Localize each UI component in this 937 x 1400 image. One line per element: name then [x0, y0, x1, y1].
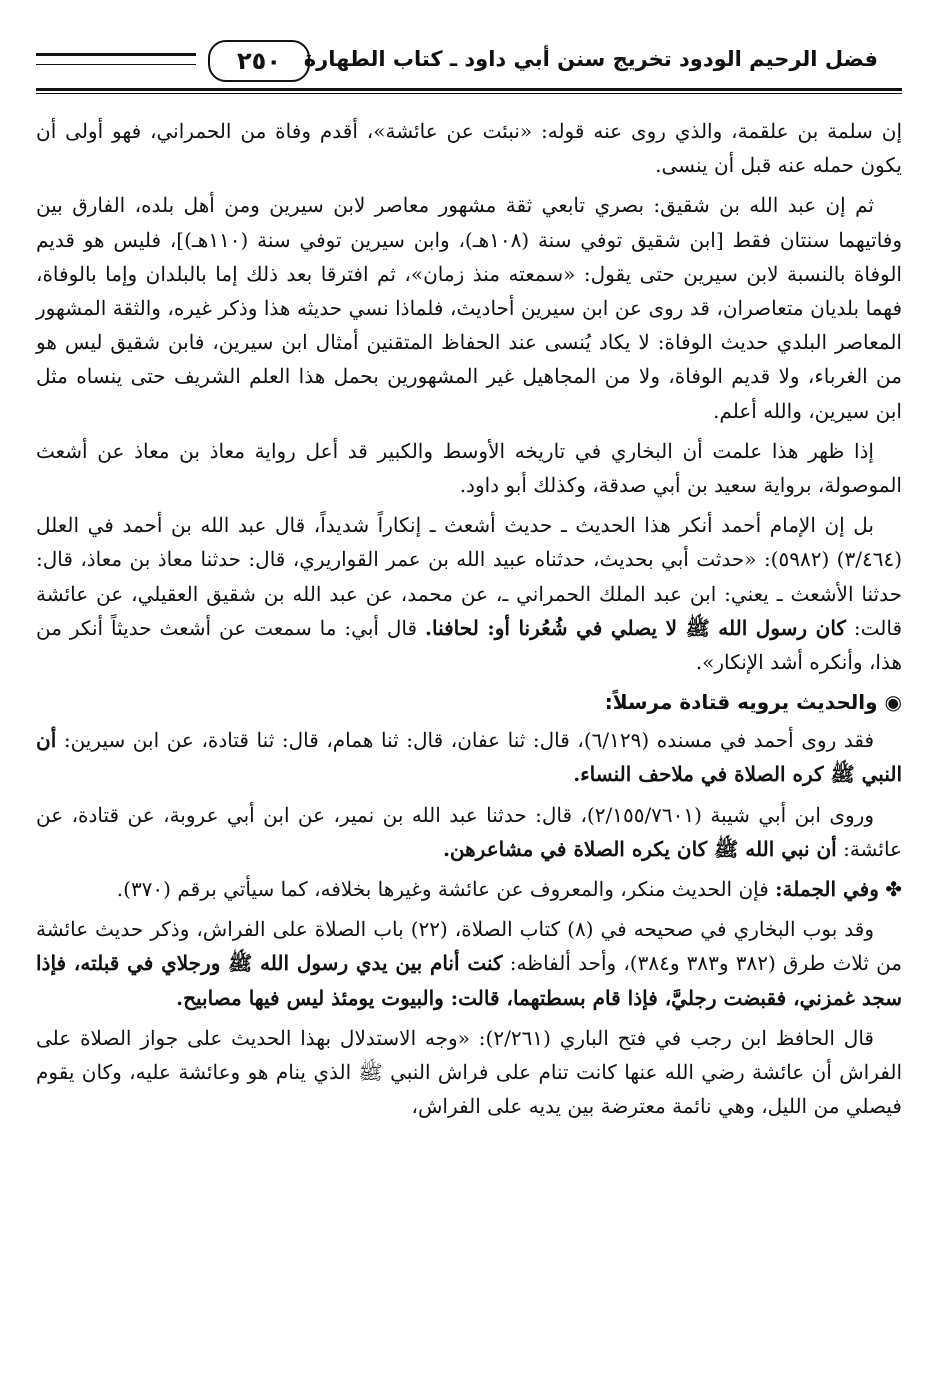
hadith-quote: كنت أنام بين يدي رسول الله ﷺ ورجلاي في قبلته، فإذا سجد غمزني، فقبضت رجليَّ، فإذا قام بسطتهما، قالت: والبيوت يومئذ ليس فيها مصابيح.	[36, 951, 902, 1010]
header-rule-thin	[36, 93, 902, 94]
paragraph	[36, 508, 902, 679]
hadith-quote: أن النبي ﷺ كره الصلاة في ملاحف النساء.	[36, 728, 902, 787]
paragraph	[36, 723, 902, 791]
paragraph-text: فإن الحديث منكر، والمعروف عن عائشة وغيرها بخلافه، كما سيأتي برقم (٣٧٠).	[116, 877, 769, 902]
leaf-icon: ✤	[878, 877, 902, 902]
paragraph-text: وقد بوب البخاري في صحيحه في (٨) كتاب الصلاة، (٢٢) باب الصلاة على الفراش، وذكر حديث عائشة من ثلاث طرق (٣٨٢ و٣٨٣ و٣٨٤)، وأحد ألفاظه:	[36, 917, 903, 976]
paragraph	[36, 798, 902, 866]
paragraph	[36, 872, 902, 906]
header-rule	[36, 88, 902, 91]
bullet-icon: ◉	[877, 690, 902, 715]
hadith-quote: أن نبي الله ﷺ كان يكره الصلاة في مشاعرهن.	[442, 836, 837, 861]
paragraph: قال الحافظ ابن رجب في فتح الباري (٢/٢٦١): «وجه الاستدلال بهذا الحديث على جواز الصلاة على الفراش أن عائشة رضي الله عنها كانت تنام على فراش النبي ﷺ الذي ينام هو وعائشة عليه، وكان يقوم فيصلي من الليل، وهي نائمة معترضة بين يديه على الفراش،	[36, 1025, 902, 1119]
page-number: ٢٥٠	[208, 40, 310, 82]
paragraph-text: بل إن الإمام أحمد أنكر هذا الحديث ـ حديث أشعث ـ إنكاراً شديداً، قال عبد الله بن أحمد في العلل (٣/٤٦٤) (٥٩٨٢): «حدثت أبي بحديث، حدثناه عبيد الله بن عمر القواريري، قال: حدثنا معاذ بن معاذ، قال: حدثنا الأشعث ـ يعني: ابن عبد الملك الحمراني ـ، عن محمد، عن عبد الله بن شقيق العقيلي، عن عائشة قالت:	[36, 513, 903, 640]
section-heading: ◉ والحديث يرويه قتادة مرسلاً:	[604, 690, 902, 715]
page-body	[36, 114, 902, 1129]
paragraph: إذا ظهر هذا علمت أن البخاري في تاريخه الأوسط والكبير قد أعل رواية معاذ بن معاذ عن أشعث الموصولة، برواية سعيد بن أبي صدقة، وكذلك أبو داود.	[36, 438, 902, 498]
conclusion-label: وفي الجملة:	[775, 877, 879, 902]
paragraph: إن سلمة بن علقمة، والذي روى عنه قوله: «نبئت عن عائشة»، أقدم وفاة من الحمراني، فهو أولى أن يكون حمله عنه قبل أن ينسى.	[36, 119, 902, 178]
header-decoration	[36, 53, 196, 65]
header-title: فضل الرحيم الودود تخريج سنن أبي داود ـ كتاب الطهارة	[303, 47, 878, 71]
paragraph-text: وروى ابن أبي شيبة (٢/١٥٥/٧٦٠١)، قال: حدثنا عبد الله بن نمير، عن ابن أبي عروبة، عن قتادة، عن عائشة:	[36, 802, 902, 861]
page	[36, 30, 902, 1370]
hadith-quote: كان رسول الله ﷺ لا يصلي في شُعُرنا أو: لحافنا.	[425, 615, 846, 640]
paragraph: ثم إن عبد الله بن شقيق: بصري تابعي ثقة مشهور معاصر لابن سيرين ومن أهل بلده، الفارق بين وفاتيهما سنتان فقط [ابن شقيق توفي سنة (١٠٨هـ)، وابن سيرين توفي سنة (١١٠هـ)]، فليس هو قديم الوفاة بالنسبة لابن سيرين حتى يقول: «سمعته منذ زمان»، ثم افترقا بعد ذلك إما بالبلدان وإما بالوفاة، فهما بلديان متعاصران، قد روى عن ابن سيرين أحاديث، فلماذا نسي حديثه هذا وذكر غيره، والثقة المشهور المعاصر البلدي حديث الوفاة: لا يكاد يُنسى عند الحفاظ المتقنين أمثال ابن سيرين، فابن شقيق ليس هو من الغرباء، ولا قديم الوفاة، ولا من المجاهيل غير المشهورين بحمل هذا العلم الشريف حتى ينساه مثل ابن سيرين، والله أعلم.	[36, 193, 903, 423]
paragraph-text: قال أبي: ما سمعت عن أشعث حديثاً أنكر من هذا، وأنكره أشد الإنكار».	[36, 615, 902, 675]
page-header	[36, 30, 902, 88]
paragraph-text: فقد روى أحمد في مسنده (٦/١٢٩)، قال: ثنا عفان، قال: ثنا همام، قال: ثنا قتادة، عن ابن سيرين:	[63, 728, 875, 753]
paragraph	[36, 912, 902, 1015]
